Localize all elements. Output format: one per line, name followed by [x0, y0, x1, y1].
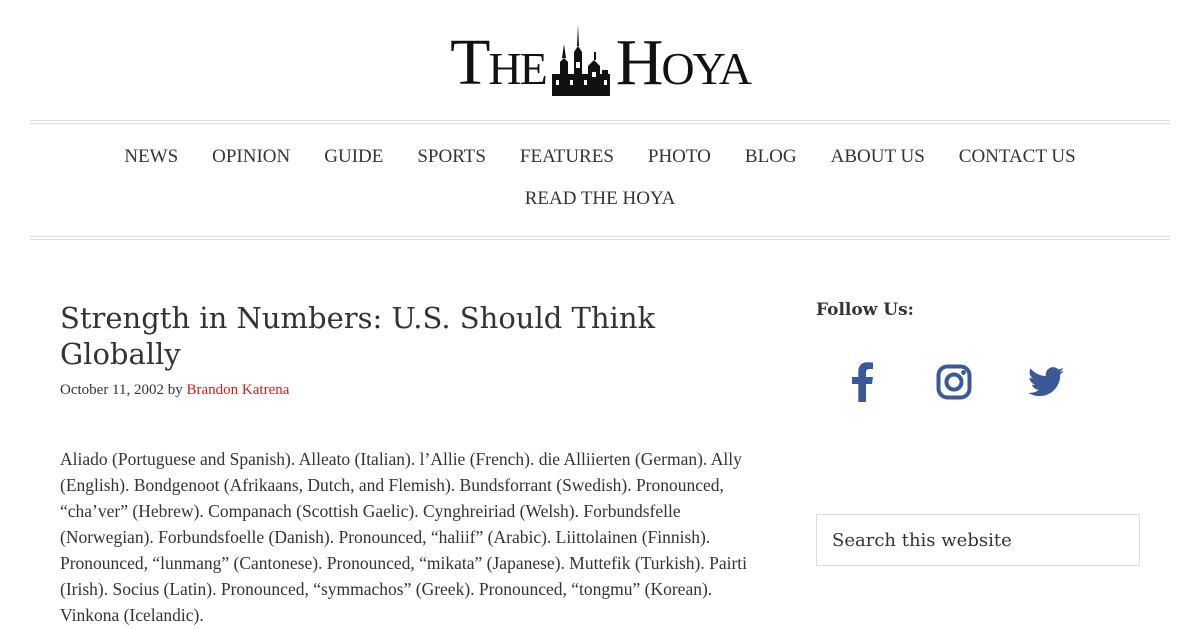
article — [60, 300, 770, 625]
article-by: by — [167, 382, 183, 398]
healy-hall-logo-icon — [548, 22, 614, 96]
follow-us-title: Follow Us: — [816, 300, 914, 320]
nav-item-read-the-hoya[interactable]: READ THE HOYA — [524, 188, 676, 209]
nav-bottom-divider — [30, 236, 1170, 240]
nav-item-sports[interactable]: SPORTS — [417, 146, 486, 167]
article-body: Aliado (Portuguese and Spanish). Alleato (Italian). l’Allie (French). die Alliierten (German). Ally (English). Bondgenoot (Afrikaans, Dutch, and Flemish). Bundsforrant (Swedish). Pronounced, “cha’ver” (Hebrew). Companach (Scottish Gaelic). Cynghreiriad (Welsh). Forbundsfelle (Norwegian). Forbundsfoelle (Danish). Pronounced, “haliif” (Arabic). Liittolainen (Finnish). Pronounced, “lunmang” (Cantonese). Pronounced, “mikata” (Japanese). Muttefik (Turkish). Pairti (Irish). Socius (Latin). Pronounced, “symmachos” (Greek). Pronounced, “tongmu” (Korean). Vinkona (Icelandic). — [60, 449, 748, 625]
social-icons — [816, 358, 1140, 406]
nav-row-1 — [30, 146, 1170, 168]
twitter-icon — [1028, 367, 1064, 397]
instagram-icon — [936, 364, 972, 400]
nav-item-features[interactable]: FEATURES — [519, 146, 614, 167]
nav-item-contact-us[interactable]: CONTACT US — [958, 146, 1076, 167]
article-date: October 11, 2002 — [60, 382, 165, 398]
article-meta — [60, 382, 770, 399]
nav-row-2 — [30, 188, 1170, 210]
article-title: Strength in Numbers: U.S. Should Think Globally — [60, 301, 656, 371]
nav-item-photo[interactable]: PHOTO — [647, 146, 711, 167]
nav-item-blog[interactable]: BLOG — [744, 146, 797, 167]
primary-navigation — [30, 124, 1170, 236]
instagram-link[interactable] — [930, 358, 978, 406]
facebook-icon — [849, 362, 875, 402]
site-logo[interactable] — [450, 22, 750, 99]
nav-item-news[interactable]: NEWS — [124, 146, 179, 167]
logo-text-the: The — [450, 26, 546, 99]
sidebar — [816, 300, 1140, 320]
twitter-link[interactable] — [1022, 358, 1070, 406]
nav-item-about-us[interactable]: ABOUT US — [830, 146, 925, 167]
facebook-link[interactable] — [838, 358, 886, 406]
logo-text-hoya: Hoya — [615, 26, 750, 99]
article-author-link[interactable]: Brandon Katrena — [186, 382, 290, 398]
nav-item-opinion[interactable]: OPINION — [212, 146, 291, 167]
nav-item-guide[interactable]: GUIDE — [324, 146, 384, 167]
site-header — [0, 0, 1200, 120]
search-input[interactable] — [816, 514, 1140, 566]
